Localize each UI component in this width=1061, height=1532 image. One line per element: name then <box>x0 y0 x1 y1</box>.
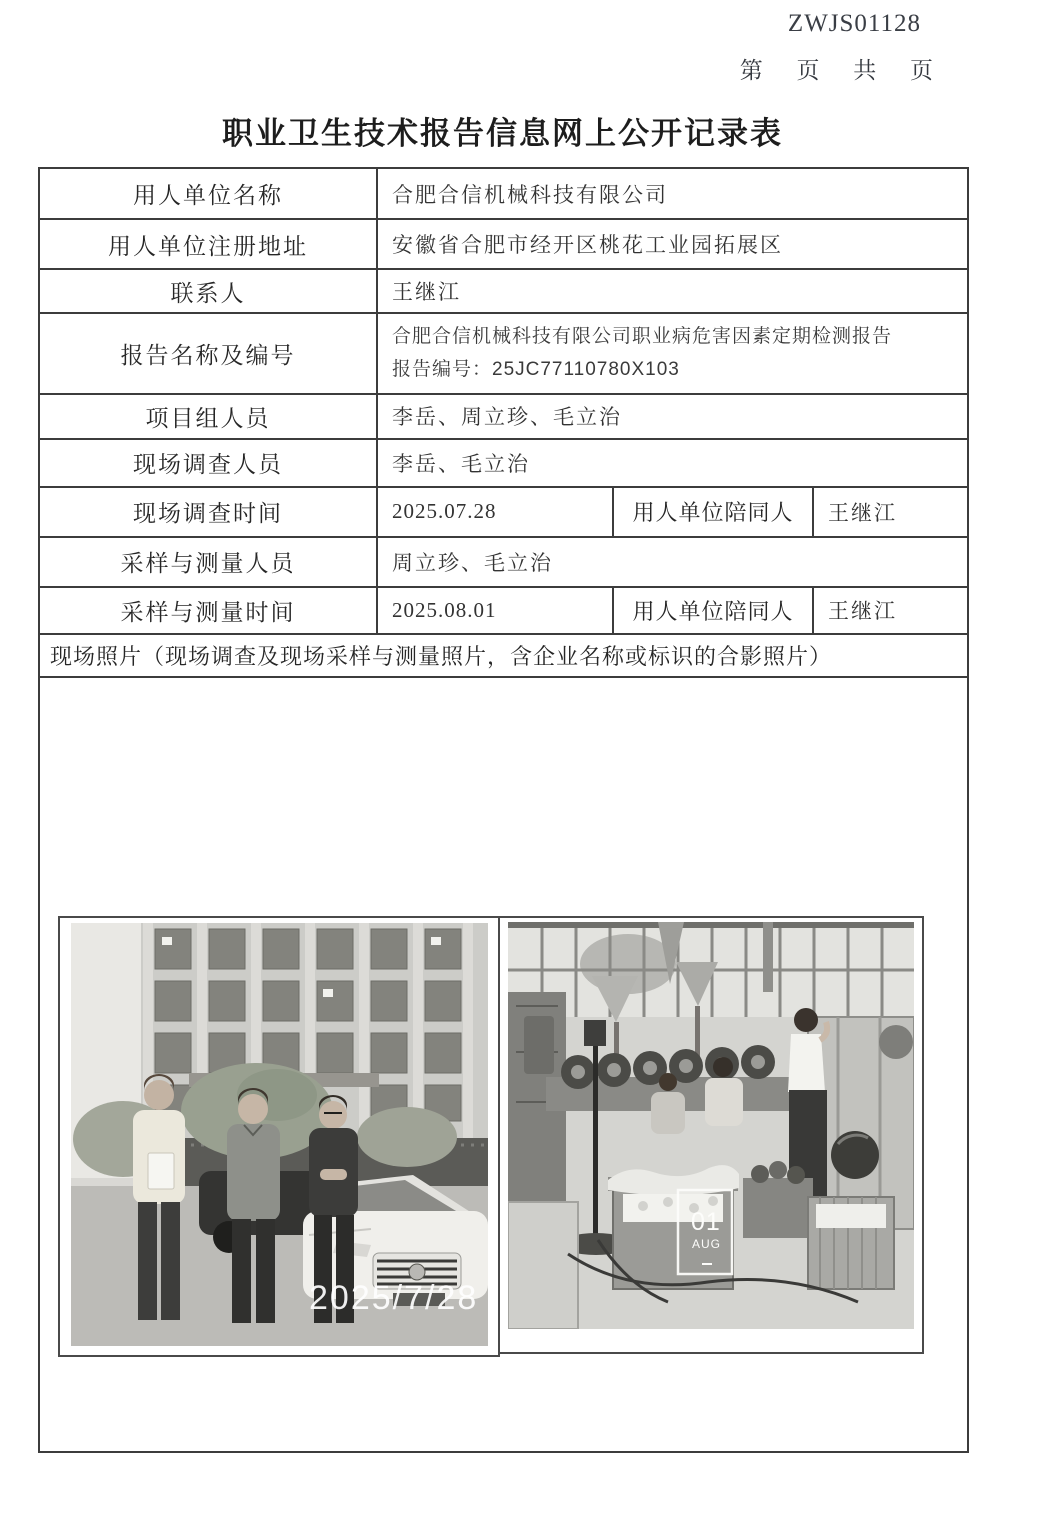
label-survey-escort: 用人单位陪同人 <box>613 487 813 537</box>
label-sampling-staff: 采样与测量人员 <box>39 537 377 587</box>
label-survey-staff: 现场调查人员 <box>39 439 377 487</box>
value-report-name-number <box>377 313 968 394</box>
value-employer-name: 合肥合信机械科技有限公司 <box>377 168 968 219</box>
row-survey-date <box>39 487 968 537</box>
photo-workshop <box>498 916 924 1354</box>
row-report-name-number <box>39 313 968 394</box>
row-employer-name <box>39 168 968 219</box>
row-photos-caption <box>39 634 968 677</box>
value-survey-date: 2025.07.28 <box>377 487 613 537</box>
value-project-team: 李岳、周立珍、毛立治 <box>377 394 968 439</box>
label-employer-address: 用人单位注册地址 <box>39 219 377 269</box>
value-employer-address: 安徽省合肥市经开区桃花工业园拓展区 <box>377 219 968 269</box>
value-sampling-staff: 周立珍、毛立治 <box>377 537 968 587</box>
row-photos <box>39 677 968 1452</box>
photo-stamp-month: AUG <box>692 1237 722 1251</box>
row-contact-person <box>39 269 968 313</box>
label-sampling-escort: 用人单位陪同人 <box>613 587 813 634</box>
photos-area <box>39 677 968 1452</box>
site-visit-photo-image <box>71 923 488 1346</box>
label-project-team: 项目组人员 <box>39 394 377 439</box>
value-survey-escort: 王继江 <box>813 487 968 537</box>
row-project-team <box>39 394 968 439</box>
document-code: ZWJS01128 <box>787 10 921 37</box>
row-survey-staff <box>39 439 968 487</box>
document-title: 职业卫生技术报告信息网上公开记录表 <box>222 116 783 151</box>
record-table <box>38 167 969 1453</box>
label-report-name-number: 报告名称及编号 <box>39 313 377 394</box>
photos-caption: 现场照片（现场调查及现场采样与测量照片，含企业名称或标识的合影照片） <box>39 634 968 677</box>
photo-stamp-day: 01 <box>691 1208 721 1236</box>
value-contact-person: 王继江 <box>377 269 968 313</box>
value-sampling-escort: 王继江 <box>813 587 968 634</box>
workshop-photo-image <box>508 922 914 1329</box>
label-survey-date: 现场调查时间 <box>39 487 377 537</box>
report-number-line: 报告编号：25JC77110780X103 <box>392 359 680 381</box>
row-sampling-staff <box>39 537 968 587</box>
photo-site-visit <box>58 916 500 1357</box>
page-number-line: 第 页 共 页 <box>739 58 935 83</box>
value-sampling-date: 2025.08.01 <box>377 587 613 634</box>
photo-date-watermark: 2025/7/28 <box>309 1279 479 1317</box>
value-survey-staff: 李岳、毛立治 <box>377 439 968 487</box>
report-name-line: 合肥合信机械科技有限公司职业病危害因素定期检测报告 <box>392 326 893 347</box>
row-sampling-date <box>39 587 968 634</box>
photo-strip <box>40 771 967 1357</box>
label-sampling-date: 采样与测量时间 <box>39 587 377 634</box>
label-employer-name: 用人单位名称 <box>39 168 377 219</box>
document-header <box>0 0 1061 85</box>
label-contact-person: 联系人 <box>39 269 377 313</box>
row-employer-address <box>39 219 968 269</box>
